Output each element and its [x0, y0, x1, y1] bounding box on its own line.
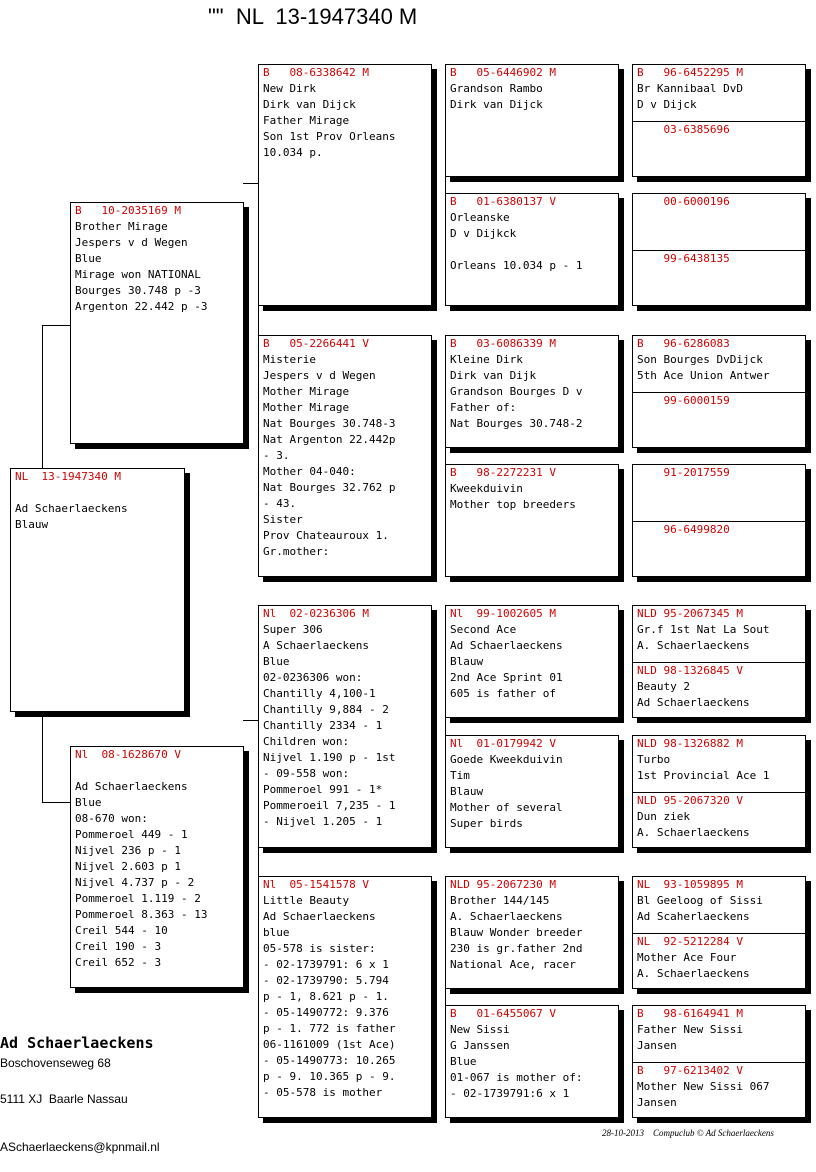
sire-card	[70, 202, 244, 444]
ggg-sire	[637, 736, 801, 784]
pedigree-line: Nat Bourges 32.762 p	[263, 481, 396, 494]
ring-number: B 01-6380137 V	[450, 195, 556, 208]
ggparent-card	[445, 193, 619, 306]
pedigree-line: Dirk van Dijck	[450, 98, 543, 111]
pedigree-line: Ad Schaerlaeckens	[15, 502, 128, 515]
pedigree-line: Blue	[263, 655, 290, 668]
ggparent-card	[445, 464, 619, 577]
pedigree-line: 08-670 won:	[75, 812, 148, 825]
pedigree-line: Blauw	[450, 655, 484, 668]
pedigree-line: Little Beauty	[263, 894, 350, 907]
pedigree-line: Mother Ace Four	[637, 951, 737, 964]
pedigree-line: Son Bourges DvDijck	[637, 353, 763, 366]
pedigree-line: Children won:	[263, 735, 350, 748]
ggparent-card	[445, 735, 619, 848]
ggg-sire	[637, 1006, 801, 1054]
ring-number: Nl 01-0179942 V	[450, 737, 556, 750]
ring-number: B 98-6164941 M	[637, 1007, 743, 1020]
ring-number: B 96-6286083	[637, 337, 730, 350]
pedigree-line: - 05-578 is mother	[263, 1086, 383, 1099]
gggparent-pair-card	[632, 64, 806, 177]
pedigree-line: Super 306	[263, 623, 323, 636]
pedigree-line	[75, 763, 239, 779]
pedigree-line: Blauw	[450, 785, 484, 798]
pedigree-line: Chantilly 2334 - 1	[263, 719, 383, 732]
pedigree-line: Tim	[450, 769, 470, 782]
ring-number: Nl 99-1002605 M	[450, 607, 556, 620]
ring-number: 96-6499820	[637, 523, 730, 536]
pedigree-line: Sister	[263, 513, 303, 526]
ring-number: NLD 95-2067230 M	[450, 878, 556, 891]
pedigree-line: - 05-1490773: 10.265	[263, 1054, 396, 1067]
pedigree-line: Mother top breeders	[450, 498, 576, 511]
pedigree-line: - 09-558 won:	[263, 767, 350, 780]
gggparent-pair-card	[632, 193, 806, 306]
pedigree-line: Orleans 10.034 p - 1	[450, 259, 583, 272]
pedigree-line: Dirk van Dijk	[450, 369, 537, 382]
ggg-dam	[633, 792, 805, 841]
connector-line	[243, 720, 258, 721]
ggg-sire	[637, 194, 801, 210]
gggparent-pair-card	[632, 605, 806, 718]
pedigree-line: Br Kannibaal DvD	[637, 82, 743, 95]
pedigree-line: Brother 144/145	[450, 894, 550, 907]
ggg-dam	[633, 521, 805, 538]
ring-number: B 03-6086339 M	[450, 337, 556, 350]
dam-card	[70, 746, 244, 988]
connector-line	[42, 802, 70, 803]
pedigree-line: Mother of several	[450, 801, 563, 814]
pedigree-line: National Ace, racer	[450, 958, 576, 971]
pedigree-line: Blue	[450, 1055, 477, 1068]
pedigree-line: Pommeroel 1.119 - 2	[75, 892, 201, 905]
gggparent-pair-card	[632, 876, 806, 989]
pedigree-line: Ad Schaerlaeckens	[637, 696, 750, 709]
pedigree-line: Father Mirage	[263, 114, 350, 127]
pedigree-line: Argenton 22.442 p -3	[75, 300, 208, 313]
pedigree-line: Second Ace	[450, 623, 517, 636]
pedigree-line: G Janssen	[450, 1039, 510, 1052]
pedigree-line: - Nijvel 1.205 - 1	[263, 815, 383, 828]
pedigree-line: Creil 652 - 3	[75, 956, 162, 969]
pedigree-line: 10.034 p.	[263, 146, 323, 159]
pedigree-line: Prov Chateauroux 1.	[263, 529, 389, 542]
pedigree-line: Nijvel 2.603 p 1	[75, 860, 181, 873]
pedigree-line: Mother Mirage	[263, 385, 350, 398]
pedigree-line: Blue	[75, 252, 102, 265]
pedigree-line: - 3.	[263, 449, 290, 462]
owner-name: Ad Schaerlaeckens	[0, 1034, 154, 1052]
ring-number: NLD 95-2067320 V	[637, 794, 743, 807]
ggparent-card	[445, 605, 619, 718]
pedigree-line: Kleine Dirk	[450, 353, 523, 366]
ring-number: B 97-6213402 V	[637, 1064, 743, 1077]
pedigree-line: 01-067 is mother of:	[450, 1071, 583, 1084]
pedigree-line: Nijvel 4.737 p - 2	[75, 876, 195, 889]
ggg-dam	[633, 392, 805, 409]
pedigree-line: - 02-1739791: 6 x 1	[263, 958, 389, 971]
ring-number: 03-6385696	[637, 123, 730, 136]
pedigree-line: 05-578 is sister:	[263, 942, 376, 955]
pedigree-line: p - 1, 8.621 p - 1.	[263, 990, 389, 1003]
pedigree-line: Blauw	[15, 518, 49, 531]
ring-number: B 01-6455067 V	[450, 1007, 556, 1020]
pedigree-line: - 02-1739790: 5.794	[263, 974, 389, 987]
ggg-dam	[633, 662, 805, 711]
pedigree-line: A Schaerlaeckens	[263, 639, 369, 652]
pedigree-line: Dun ziek	[637, 810, 690, 823]
pedigree-line: Chantilly 9,884 - 2	[263, 703, 389, 716]
pedigree-line: Son 1st Prov Orleans	[263, 130, 396, 143]
ring-number: 99-6000159	[637, 394, 730, 407]
pedigree-line: Mirage won NATIONAL	[75, 268, 201, 281]
grandsire-maternal-card	[258, 605, 432, 848]
pedigree-line: New Sissi	[450, 1023, 510, 1036]
pedigree-line: Orleanske	[450, 211, 510, 224]
ring-number: B 05-6446902 M	[450, 66, 556, 79]
pedigree-line: D v Dijkck	[450, 227, 517, 240]
ggparent-card	[445, 335, 619, 448]
owner-address-street: Boschovenseweg 68	[0, 1056, 111, 1070]
owner-email: ASchaerlaeckens@kpnmail.nl	[0, 1140, 160, 1154]
ring-number: NLD 98-1326845 V	[637, 664, 743, 677]
pedigree-line: 230 is gr.father 2nd	[450, 942, 583, 955]
pedigree-line: Pommeroel 991 - 1*	[263, 783, 383, 796]
pedigree-line: Blue	[75, 796, 102, 809]
pedigree-line: p - 1. 772 is father	[263, 1022, 396, 1035]
pedigree-line: Pommeroel 8.363 - 13	[75, 908, 208, 921]
ring-number: Nl 05-1541578 V	[263, 878, 369, 891]
pedigree-line: Nat Argenton 22.442p	[263, 433, 396, 446]
pedigree-line: Super birds	[450, 817, 523, 830]
pedigree-line	[450, 242, 614, 258]
pedigree-line: Jansen	[637, 1096, 677, 1109]
gggparent-pair-card	[632, 464, 806, 577]
pedigree-line: - 05-1490772: 9.376	[263, 1006, 389, 1019]
ring-number: NLD 95-2067345 M	[637, 607, 743, 620]
ggg-dam	[633, 121, 805, 138]
ggg-sire	[637, 65, 801, 113]
ring-number: 91-2017559	[637, 466, 730, 479]
ring-number: NL 92-5212284 V	[637, 935, 743, 948]
pedigree-line: Turbo	[637, 753, 671, 766]
pedigree-line: Nijvel 236 p - 1	[75, 844, 181, 857]
ring-number: Nl 02-0236306 M	[263, 607, 369, 620]
gggparent-pair-card	[632, 735, 806, 848]
pedigree-line: Brother Mirage	[75, 220, 168, 233]
pedigree-line: Pommeroeil 7,235 - 1	[263, 799, 396, 812]
pedigree-line: Ad Schaerlaeckens	[75, 780, 188, 793]
pedigree-line: Ad Schaerlaeckens	[450, 639, 563, 652]
pedigree-line: 2nd Ace Sprint 01	[450, 671, 563, 684]
pedigree-line: A. Schaerlaeckens	[450, 910, 563, 923]
pedigree-line: Mother New Sissi 067	[637, 1080, 770, 1093]
ggg-dam	[633, 250, 805, 267]
granddam-paternal-card	[258, 335, 432, 577]
pedigree-line: Bourges 30.748 p -3	[75, 284, 201, 297]
ggg-sire	[637, 465, 801, 481]
connector-line	[243, 183, 258, 184]
pedigree-line: 605 is father of	[450, 687, 556, 700]
pedigree-line	[15, 485, 180, 501]
ggg-sire	[637, 336, 801, 384]
pedigree-line: A. Schaerlaeckens	[637, 967, 750, 980]
pedigree-line: Gr.mother:	[263, 545, 330, 558]
pedigree-line: Ad Schaerlaeckens	[263, 910, 376, 923]
pedigree-line: Pommeroel 449 - 1	[75, 828, 188, 841]
pedigree-line: Grandson Rambo	[450, 82, 543, 95]
pedigree-line: Blauw Wonder breeder	[450, 926, 583, 939]
pedigree-line: Nat Bourges 30.748-3	[263, 417, 396, 430]
owner-info	[0, 1034, 160, 1156]
pedigree-line: D v Dijck	[637, 98, 697, 111]
pedigree-line: Grandson Bourges D v	[450, 385, 583, 398]
ring-number: B 96-6452295 M	[637, 66, 743, 79]
ring-number: B 10-2035169 M	[75, 204, 181, 217]
gggparent-pair-card	[632, 1005, 806, 1118]
footer-credit: 28-10-2013 Compuclub © Ad Schaerlaeckens	[602, 1128, 774, 1138]
pedigree-line: Ad Scaherlaeckens	[637, 910, 750, 923]
pedigree-line: Father of:	[450, 401, 517, 414]
ring-number: B 08-6338642 M	[263, 66, 369, 79]
connector-line	[42, 325, 43, 469]
ggparent-card	[445, 64, 619, 177]
connector-line	[42, 325, 70, 326]
connector-line	[42, 712, 43, 802]
pedigree-line: A. Schaerlaeckens	[637, 826, 750, 839]
gggparent-pair-card	[632, 335, 806, 448]
ring-number: B 98-2272231 V	[450, 466, 556, 479]
pedigree-line: Chantilly 4,100-1	[263, 687, 376, 700]
ggg-sire	[637, 606, 801, 654]
pedigree-line: Misterie	[263, 353, 316, 366]
ring-number: Nl 08-1628670 V	[75, 748, 181, 761]
pedigree-title: "" NL 13-1947340 M	[208, 4, 418, 29]
ring-number: NL 93-1059895 M	[637, 878, 743, 891]
subject-card	[10, 468, 185, 712]
pedigree-line: p - 9. 10.365 p - 9.	[263, 1070, 396, 1083]
ggg-sire	[637, 877, 801, 925]
pedigree-line: Goede Kweekduivin	[450, 753, 563, 766]
granddam-maternal-card	[258, 876, 432, 1118]
pedigree-line: 5th Ace Union Antwer	[637, 369, 770, 382]
ring-number: 99-6438135	[637, 252, 730, 265]
pedigree-line: Jansen	[637, 1039, 677, 1052]
pedigree-line: New Dirk	[263, 82, 316, 95]
pedigree-line: Father New Sissi	[637, 1023, 743, 1036]
ggg-dam	[633, 1062, 805, 1111]
pedigree-line: Nat Bourges 30.748-2	[450, 417, 583, 430]
ring-number: B 05-2266441 V	[263, 337, 369, 350]
pedigree-line: Kweekduivin	[450, 482, 523, 495]
pedigree-line: Bl Geeloog of Sissi	[637, 894, 763, 907]
ring-number: 00-6000196	[637, 195, 730, 208]
owner-address-city: 5111 XJ Baarle Nassau	[0, 1092, 128, 1106]
ggparent-card	[445, 876, 619, 989]
pedigree-line: Beauty 2	[637, 680, 690, 693]
grandsire-paternal-card	[258, 64, 432, 306]
pedigree-line: - 02-1739791:6 x 1	[450, 1087, 570, 1100]
ggg-dam	[633, 933, 805, 982]
pedigree-line: 02-0236306 won:	[263, 671, 363, 684]
pedigree-line: Dirk van Dijck	[263, 98, 356, 111]
ring-number: NLD 98-1326882 M	[637, 737, 743, 750]
pedigree-line: Mother 04-040:	[263, 465, 356, 478]
pedigree-line: - 43.	[263, 497, 297, 510]
ring-number: NL 13-1947340 M	[15, 470, 121, 483]
pedigree-line: 06-1161009 (1st Ace)	[263, 1038, 396, 1051]
pedigree-line: Jespers v d Wegen	[75, 236, 188, 249]
pedigree-line: blue	[263, 926, 290, 939]
pedigree-line: Gr.f 1st Nat La Sout	[637, 623, 770, 636]
pedigree-line: 1st Provincial Ace 1	[637, 769, 770, 782]
pedigree-line: A. Schaerlaeckens	[637, 639, 750, 652]
pedigree-line: Creil 190 - 3	[75, 940, 162, 953]
pedigree-line: Nijvel 1.190 p - 1st	[263, 751, 396, 764]
pedigree-line: Jespers v d Wegen	[263, 369, 376, 382]
pedigree-line: Creil 544 - 10	[75, 924, 168, 937]
pedigree-line: Mother Mirage	[263, 401, 350, 414]
ggparent-card	[445, 1005, 619, 1118]
